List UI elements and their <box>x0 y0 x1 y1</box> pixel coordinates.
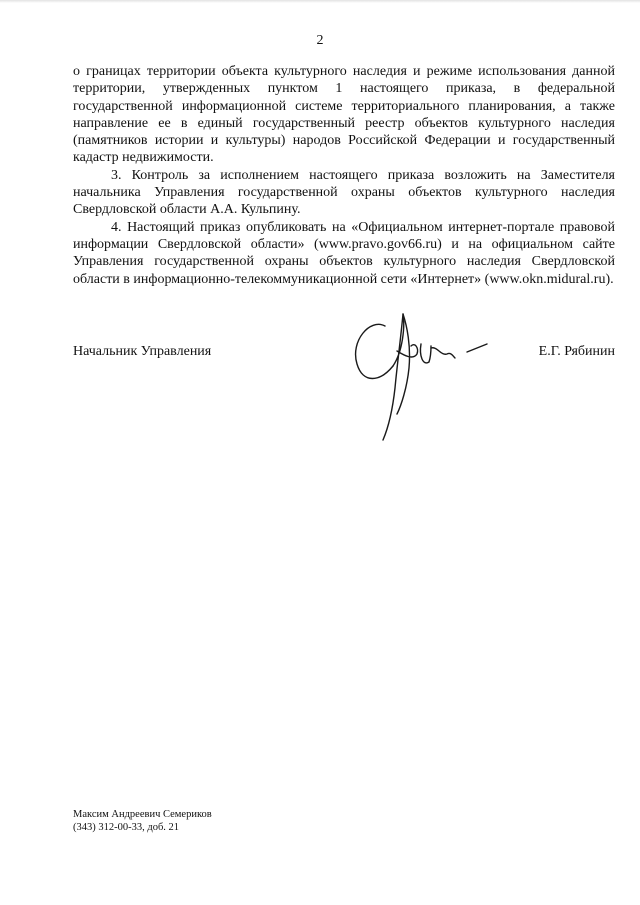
paragraph-continuation: о границах территории объекта культурного наследия и режиме использования данной территории, утвержденных пунктом 1 настоящего приказа, в федеральной государственной информационной системе территориального планирования, а также направление ее в единый государственный реестр объектов культурного наследия (памятников истории и культуры) народов Российской Федерации и государственный кадастр недвижимости. <box>73 64 615 166</box>
executor-phone: (343) 312-00-33, доб. 21 <box>73 822 180 833</box>
executor-info <box>73 808 212 834</box>
handwritten-signature-icon <box>345 296 495 446</box>
executor-name: Максим Андреевич Семериков <box>73 809 212 820</box>
document-body <box>73 63 615 288</box>
signatory-name: Е.Г. Рябинин <box>538 344 615 359</box>
page-top-edge <box>0 0 640 3</box>
paragraph-4: 4. Настоящий приказ опубликовать на «Официальном интернет-портале правовой информации Свердловской области» (www.pravo.gov66.ru) и на официальном сайте Управления государственной охраны объектов культурного наследия Свердловской области в информационно-телекоммуникационной сети «Интернет» (www.okn.midural.ru). <box>73 219 615 287</box>
signatory-position: Начальник Управления <box>73 344 212 359</box>
paragraph-3: 3. Контроль за исполнением настоящего приказа возложить на Заместителя начальника Управления государственной охраны объектов культурного наследия Свердловской области А.А. Кульпину. <box>73 167 615 218</box>
page-number: 2 <box>316 33 324 48</box>
signature-block <box>73 344 615 362</box>
